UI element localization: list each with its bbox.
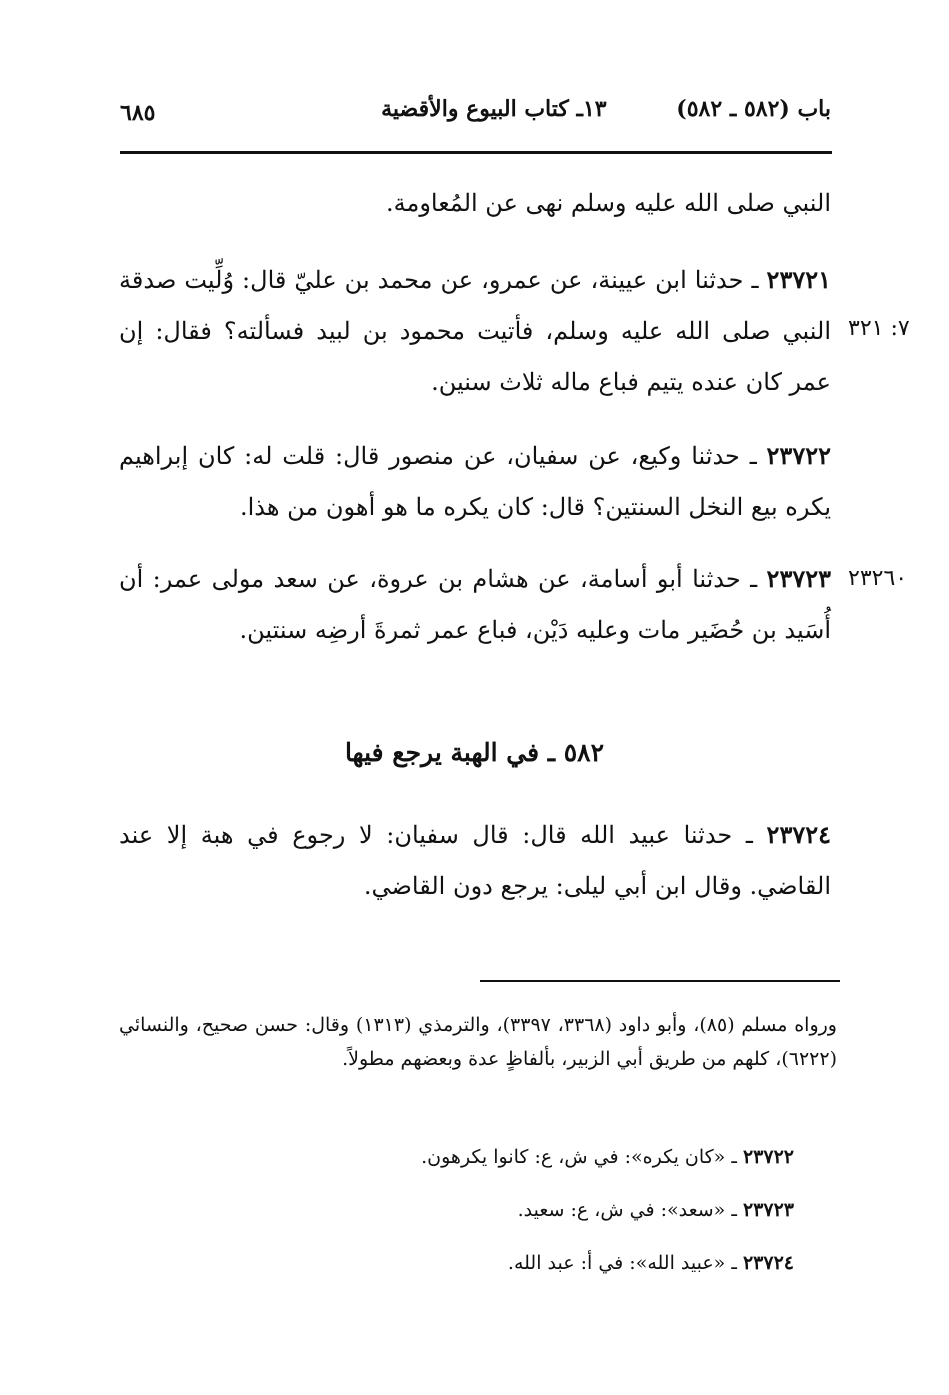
footnote-text: ـ «سعد»: في ش، ع: سعيد.	[517, 1199, 737, 1221]
header-divider	[120, 151, 832, 154]
section-heading: ٥٨٢ ـ في الهبة يرجع فيها	[344, 738, 605, 767]
hadith-text: ـ حدثنا ابن عيينة، عن عمرو، عن محمد بن عليّ قال: وُلِّيت صدقة النبي صلى الله عليه وسلم، فأتيت محمود بن لبيد فسألته؟ فقال: إن عمر كان عنده يتيم فباع ماله ثلاث سنين.	[119, 266, 831, 396]
hadith-23722	[119, 430, 831, 533]
footnote-number: ٢٣٧٢٢	[742, 1146, 794, 1168]
running-header	[381, 96, 831, 122]
hadith-text: ـ حدثنا عبيد الله قال: قال سفيان: لا رجوع في هبة إلا عند القاضي. وقال ابن أبي ليلى: يرجع دون القاضي.	[119, 821, 831, 900]
hadith-number: ٢٣٧٢٢	[766, 441, 831, 470]
hadith-23721	[119, 254, 831, 408]
hadith-number: ٢٣٧٢٤	[766, 820, 831, 849]
hadith-23723	[119, 553, 831, 656]
hadith-23724	[119, 809, 831, 912]
footnote-note	[508, 1252, 794, 1274]
bab-title: باب (٥٨٢ ـ ٥٨٢)	[676, 96, 831, 122]
page-number: ٦٨٥	[120, 100, 156, 126]
margin-reference: ٢٣٢٦٠	[848, 566, 908, 591]
hadith-text: ـ حدثنا أبو أسامة، عن هشام بن عروة، عن سعد مولى عمر: أن أُسَيد بن حُضَير مات وعليه دَيْن، فباع عمر ثمرةَ أرضِه سنتين.	[119, 565, 831, 644]
footnote-text: ـ «عبيد الله»: في أ: عبد الله.	[507, 1252, 737, 1274]
footnote-number: ٢٣٧٢٤	[742, 1252, 794, 1274]
footnote-note	[421, 1146, 794, 1168]
hadith-text: ـ حدثنا وكيع، عن سفيان، عن منصور قال: قلت له: كان إبراهيم يكره بيع النخل السنتين؟ قال: كان يكره ما هو أهون من هذا.	[119, 442, 831, 521]
footnote-text: ـ «كان يكره»: في ش، ع: كانوا يكرهون.	[421, 1146, 737, 1168]
margin-reference: ٧: ٣٢١	[848, 316, 910, 341]
footnote-main: ورواه مسلم (٨٥)، وأبو داود (٣٣٦٨، ٣٣٩٧)، والترمذي (١٣١٣) وقال: حسن صحيح، والنسائي (٦٢٢٢)، كلهم من طريق أبي الزبير، بألفاظٍ عدة وبعضهم مطولاً.	[119, 1014, 837, 1070]
continuation-text: النبي صلى الله عليه وسلم نهى عن المُعاومة.	[385, 189, 831, 217]
footnote-note	[518, 1199, 794, 1221]
footnote-divider	[480, 980, 840, 982]
footnote-number: ٢٣٧٢٣	[742, 1199, 794, 1221]
continuation-paragraph	[119, 178, 831, 229]
hadith-number: ٢٣٧٢١	[766, 265, 831, 294]
hadith-number: ٢٣٧٢٣	[766, 564, 831, 593]
chapter-title: ١٣ـ كتاب البيوع والأقضية	[381, 96, 607, 122]
